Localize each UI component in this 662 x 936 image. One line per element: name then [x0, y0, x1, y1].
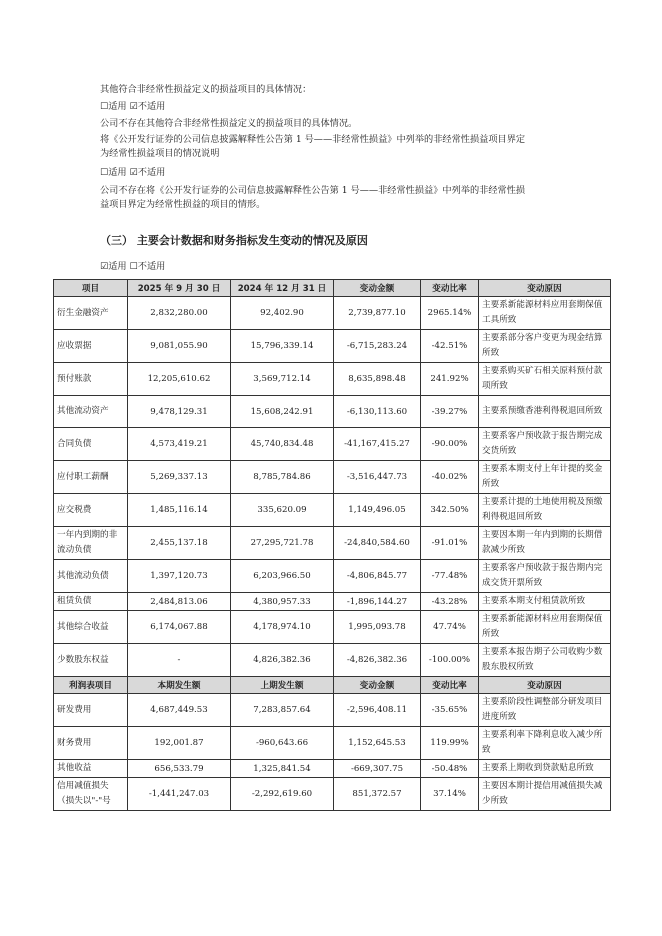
- financial-changes-table: [53, 279, 611, 811]
- value-cell: 47.74%: [421, 611, 479, 644]
- header-cell: 项目: [54, 280, 128, 297]
- reason-cell: 主要系利率下降利息收入减少所致: [479, 727, 611, 760]
- header-cell: 变动金额: [334, 677, 421, 694]
- table-row: [54, 461, 611, 494]
- reason-cell: 主要系上期收到贷款贴息所致: [479, 760, 611, 778]
- value-cell: -6,130,113.60: [334, 396, 421, 428]
- value-cell: -: [128, 644, 231, 677]
- header-cell: 2025 年 9 月 30 日: [128, 280, 231, 297]
- value-cell: 2,739,877.10: [334, 297, 421, 330]
- value-cell: 4,380,957.33: [231, 593, 334, 611]
- reason-cell: 主要系新能源材料应用套期保值所致: [479, 611, 611, 644]
- reason-cell: 主要系预缴香港利得税退回所致: [479, 396, 611, 428]
- intro-line-3: 将《公开发行证券的公司信息披露解释性公告第 1 号——非经常性损益》中列举的非经常性损益项目界定: [100, 134, 526, 145]
- reason-cell: 主要系本期支付租赁款所致: [479, 593, 611, 611]
- value-cell: -43.28%: [421, 593, 479, 611]
- value-cell: 37.14%: [421, 778, 479, 811]
- value-cell: -50.48%: [421, 760, 479, 778]
- item-name-cell: 其他综合收益: [54, 611, 128, 644]
- item-name-cell: 一年内到期的非流动负债: [54, 527, 128, 560]
- reason-cell: 主要因本期计提信用减值损失减少所致: [479, 778, 611, 811]
- value-cell: -3,516,447.73: [334, 461, 421, 494]
- value-cell: 2,484,813.06: [128, 593, 231, 611]
- table-row: [54, 396, 611, 428]
- intro-line-4: 为经常性损益项目的情况说明: [100, 148, 220, 159]
- value-cell: 1,325,841.54: [231, 760, 334, 778]
- header-cell: 变动比率: [421, 677, 479, 694]
- reason-cell: 主要因本期一年内到期的长期借款减少所致: [479, 527, 611, 560]
- item-name-cell: 应付职工薪酬: [54, 461, 128, 494]
- value-cell: 27,295,721.78: [231, 527, 334, 560]
- value-cell: -41,167,415.27: [334, 428, 421, 461]
- item-name-cell: 财务费用: [54, 727, 128, 760]
- value-cell: -960,643.66: [231, 727, 334, 760]
- value-cell: 851,372.57: [334, 778, 421, 811]
- value-cell: 4,687,449.53: [128, 694, 231, 727]
- value-cell: 8,635,898.48: [334, 363, 421, 396]
- value-cell: 335,620.09: [231, 494, 334, 527]
- value-cell: 342.50%: [421, 494, 479, 527]
- value-cell: -2,596,408.11: [334, 694, 421, 727]
- value-cell: 2,455,137.18: [128, 527, 231, 560]
- value-cell: 241.92%: [421, 363, 479, 396]
- table-header-row: [54, 677, 611, 694]
- section-heading: （三） 主要会计数据和财务指标发生变动的情况及原因: [100, 234, 368, 247]
- item-name-cell: 应收票据: [54, 330, 128, 363]
- value-cell: 15,608,242.91: [231, 396, 334, 428]
- item-name-cell: 衍生金融资产: [54, 297, 128, 330]
- value-cell: 8,785,784.86: [231, 461, 334, 494]
- table-row: [54, 644, 611, 677]
- reason-cell: 主要系本期支付上年计提的奖金所致: [479, 461, 611, 494]
- applicability-checkbox-2[interactable]: ☐适用 ☑不适用: [100, 167, 166, 178]
- table-row: [54, 428, 611, 461]
- value-cell: -100.00%: [421, 644, 479, 677]
- reason-cell: 主要系客户预收款于报告期内完成交货开票所致: [479, 560, 611, 593]
- intro-line-2: 公司不存在其他符合非经常性损益定义的损益项目的具体情况。: [100, 118, 358, 129]
- header-cell: 变动原因: [479, 280, 611, 297]
- table-row: [54, 330, 611, 363]
- value-cell: 9,081,055.90: [128, 330, 231, 363]
- header-cell: 变动比率: [421, 280, 479, 297]
- value-cell: 1,397,120.73: [128, 560, 231, 593]
- value-cell: 4,826,382.36: [231, 644, 334, 677]
- value-cell: -4,806,845.77: [334, 560, 421, 593]
- table-row: [54, 593, 611, 611]
- table-row: [54, 527, 611, 560]
- value-cell: -6,715,283.24: [334, 330, 421, 363]
- item-name-cell: 应交税费: [54, 494, 128, 527]
- value-cell: -39.27%: [421, 396, 479, 428]
- header-cell: 变动金额: [334, 280, 421, 297]
- item-name-cell: 预付账款: [54, 363, 128, 396]
- value-cell: 5,269,337.13: [128, 461, 231, 494]
- item-name-cell: 其他流动资产: [54, 396, 128, 428]
- value-cell: -77.48%: [421, 560, 479, 593]
- value-cell: -42.51%: [421, 330, 479, 363]
- table-row: [54, 494, 611, 527]
- value-cell: 92,402.90: [231, 297, 334, 330]
- reason-cell: 主要系计提的土地使用税及预缴利得税退回所致: [479, 494, 611, 527]
- table-row: [54, 727, 611, 760]
- value-cell: 4,178,974.10: [231, 611, 334, 644]
- value-cell: 15,796,339.14: [231, 330, 334, 363]
- intro-line-6: 益项目界定为经常性损益的项目的情形。: [100, 199, 266, 210]
- table-row: [54, 363, 611, 396]
- value-cell: -35.65%: [421, 694, 479, 727]
- intro-line-1: 其他符合非经常性损益定义的损益项目的具体情况：: [100, 84, 312, 95]
- value-cell: 4,573,419.21: [128, 428, 231, 461]
- header-cell: 上期发生额: [231, 677, 334, 694]
- value-cell: 7,283,857.64: [231, 694, 334, 727]
- value-cell: 6,203,966.50: [231, 560, 334, 593]
- value-cell: 6,174,067.88: [128, 611, 231, 644]
- table-row: [54, 778, 611, 811]
- value-cell: 1,485,116.14: [128, 494, 231, 527]
- reason-cell: 主要系购买矿石相关原料预付款项所致: [479, 363, 611, 396]
- value-cell: -40.02%: [421, 461, 479, 494]
- header-cell: 2024 年 12 月 31 日: [231, 280, 334, 297]
- value-cell: -2,292,619.60: [231, 778, 334, 811]
- table-row: [54, 694, 611, 727]
- reason-cell: 主要系阶段性调整部分研发项目进度所致: [479, 694, 611, 727]
- value-cell: 1,149,496.05: [334, 494, 421, 527]
- value-cell: -90.00%: [421, 428, 479, 461]
- item-name-cell: 少数股东权益: [54, 644, 128, 677]
- value-cell: 3,569,712.14: [231, 363, 334, 396]
- intro-line-5: 公司不存在将《公开发行证券的公司信息披露解释性公告第 1 号——非经常性损益》中列举的非经常性损: [100, 185, 526, 196]
- reason-cell: 主要系客户预收款于报告期完成交货所致: [479, 428, 611, 461]
- table-row: [54, 560, 611, 593]
- value-cell: -1,441,247.03: [128, 778, 231, 811]
- header-cell: 本期发生额: [128, 677, 231, 694]
- item-name-cell: 其他流动负债: [54, 560, 128, 593]
- value-cell: 9,478,129.31: [128, 396, 231, 428]
- header-cell: 变动原因: [479, 677, 611, 694]
- reason-cell: 主要系部分客户变更为现金结算所致: [479, 330, 611, 363]
- table-header-row: [54, 280, 611, 297]
- item-name-cell: 合同负债: [54, 428, 128, 461]
- value-cell: 192,001.87: [128, 727, 231, 760]
- value-cell: 1,995,093.78: [334, 611, 421, 644]
- value-cell: -4,826,382.36: [334, 644, 421, 677]
- value-cell: 656,533.79: [128, 760, 231, 778]
- item-name-cell: 研发费用: [54, 694, 128, 727]
- value-cell: 45,740,834.48: [231, 428, 334, 461]
- reason-cell: 主要系新能源材料应用套期保值工具所致: [479, 297, 611, 330]
- applicability-checkbox-1[interactable]: ☐适用 ☑不适用: [100, 101, 166, 112]
- value-cell: 2,832,280.00: [128, 297, 231, 330]
- item-name-cell: 其他收益: [54, 760, 128, 778]
- value-cell: 119.99%: [421, 727, 479, 760]
- value-cell: -24,840,584.60: [334, 527, 421, 560]
- value-cell: -1,896,144.27: [334, 593, 421, 611]
- item-name-cell: 信用减值损失（损失以"-"号: [54, 778, 128, 811]
- value-cell: 12,205,610.62: [128, 363, 231, 396]
- reason-cell: 主要系本报告期子公司收购少数股东股权所致: [479, 644, 611, 677]
- header-cell: 利润表项目: [54, 677, 128, 694]
- value-cell: 2965.14%: [421, 297, 479, 330]
- table-row: [54, 760, 611, 778]
- value-cell: -669,307.75: [334, 760, 421, 778]
- item-name-cell: 租赁负债: [54, 593, 128, 611]
- value-cell: -91.01%: [421, 527, 479, 560]
- table-row: [54, 297, 611, 330]
- applicability-checkbox-3[interactable]: ☑适用 ☐不适用: [100, 261, 166, 272]
- table-row: [54, 611, 611, 644]
- value-cell: 1,152,645.53: [334, 727, 421, 760]
